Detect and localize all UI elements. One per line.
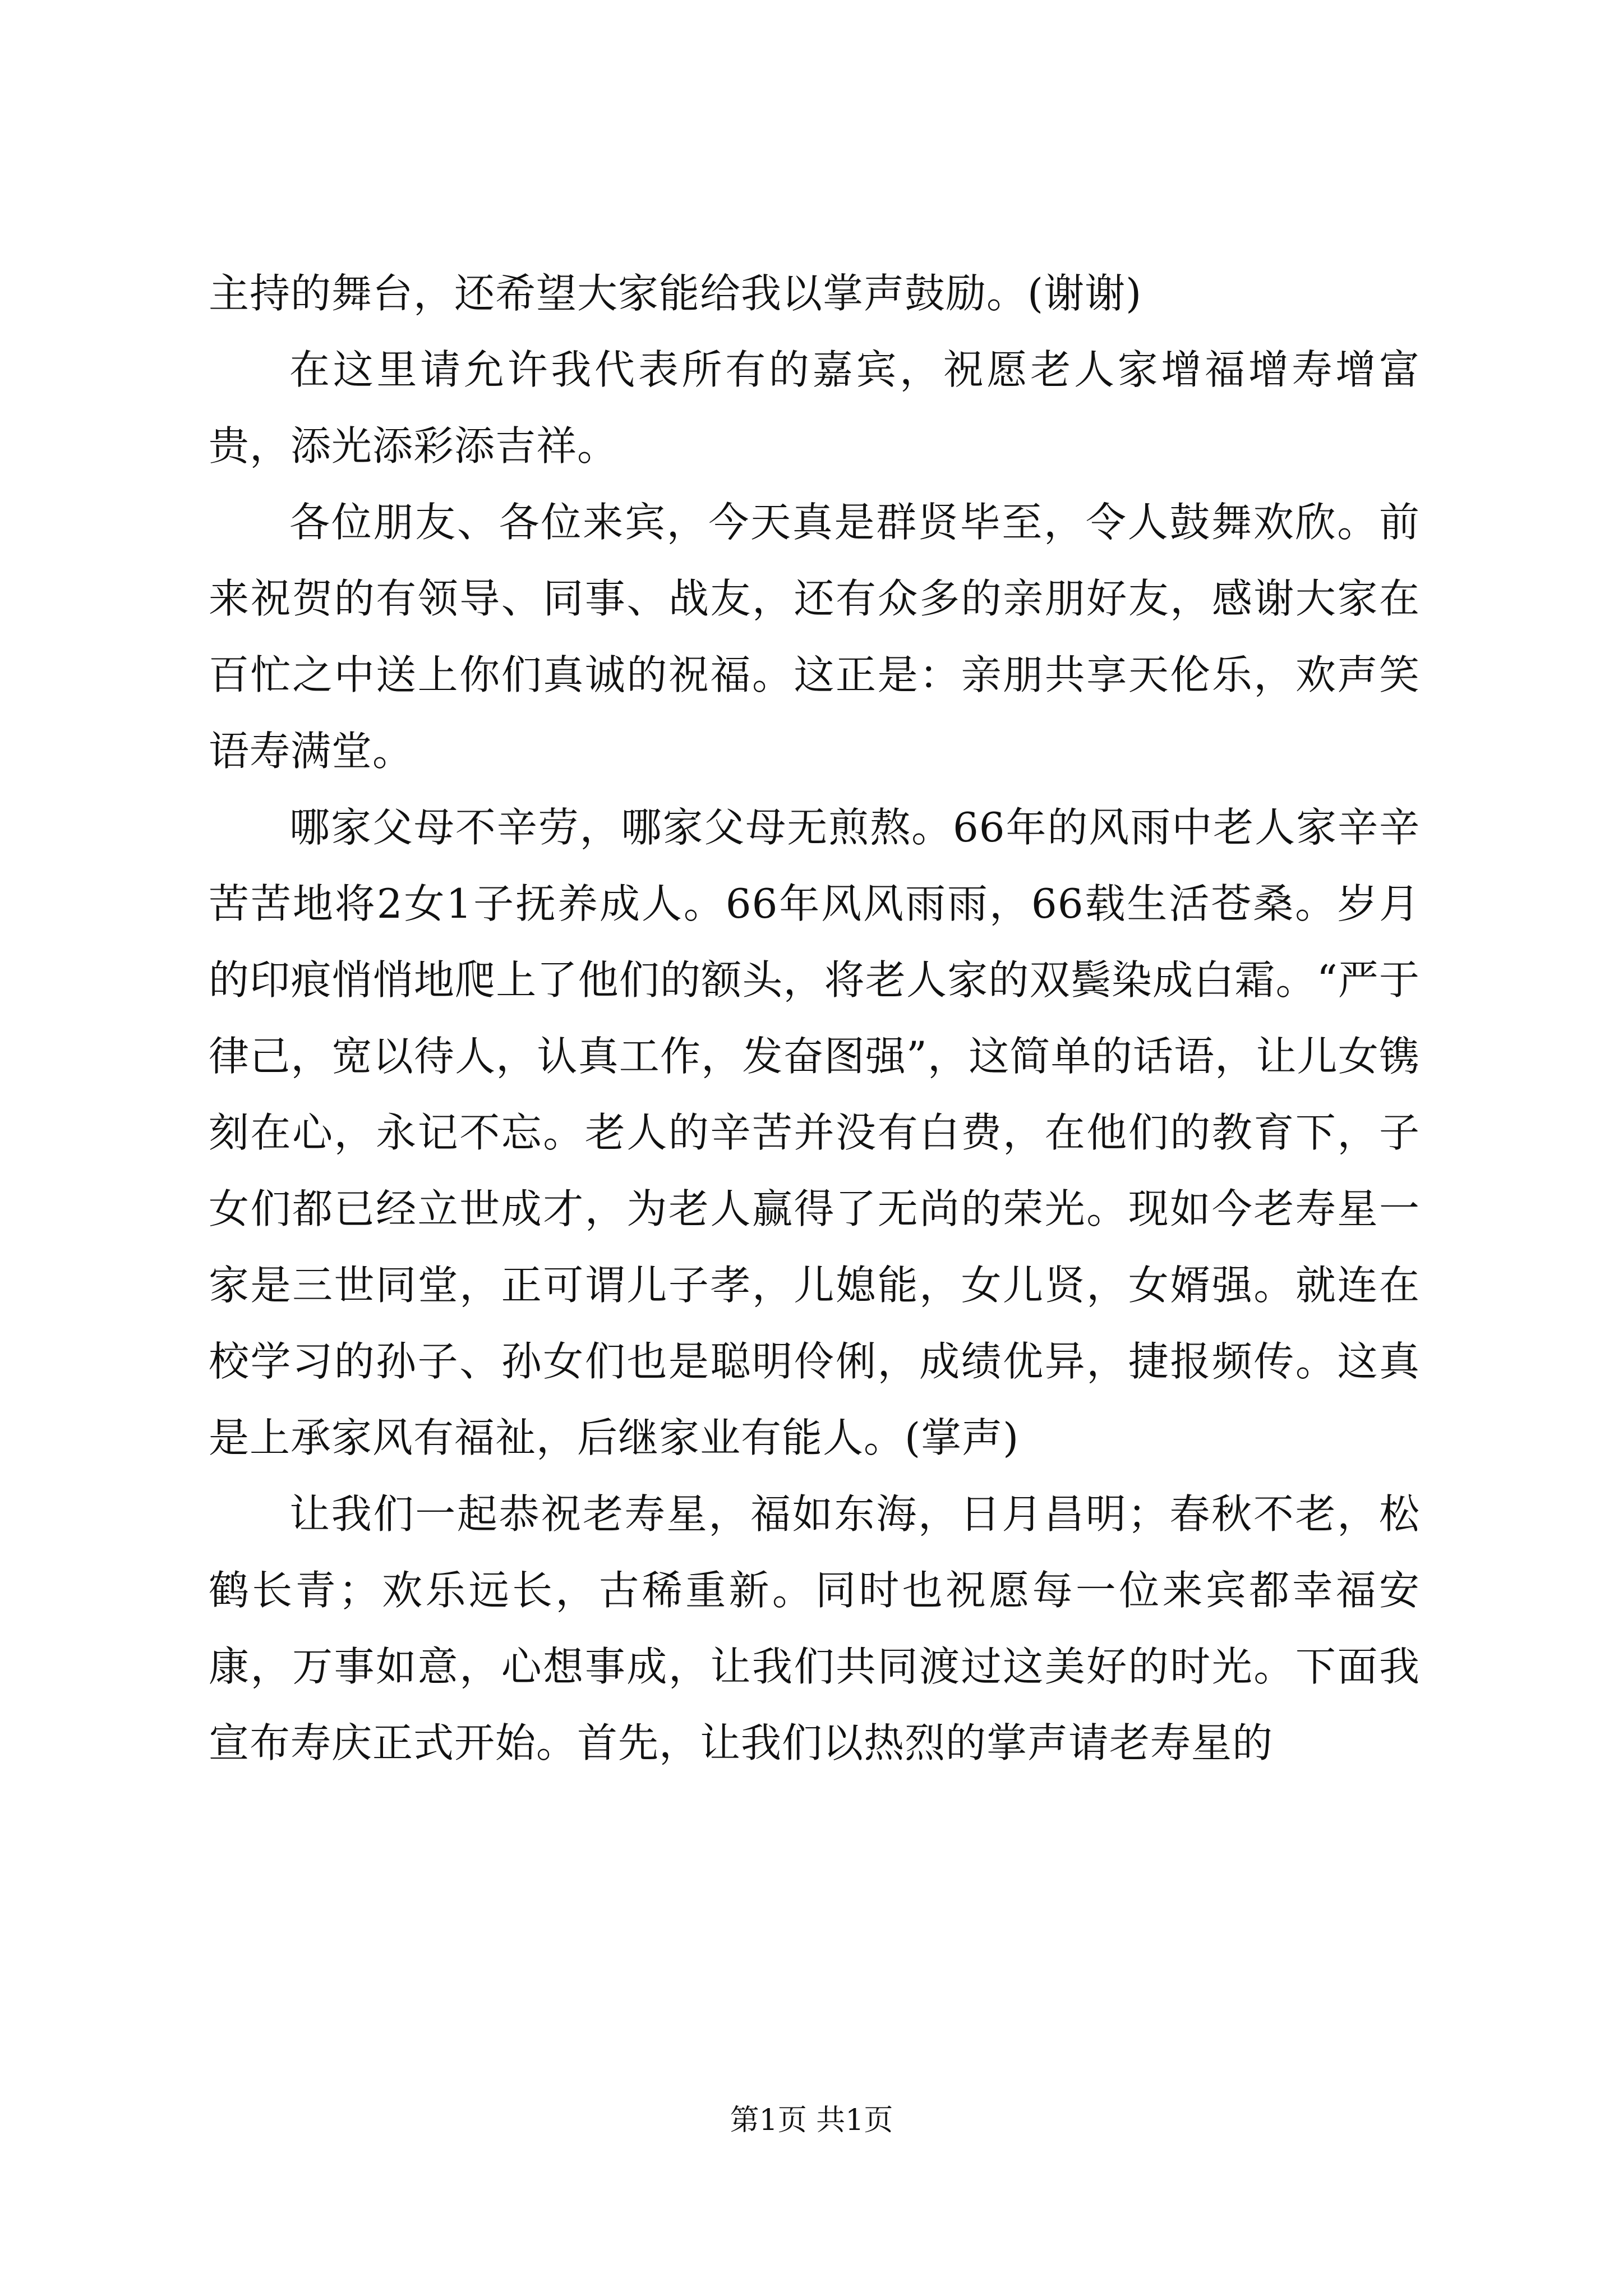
paragraph-4: 哪家父母不辛劳，哪家父母无煎熬。66年的风雨中老人家辛辛苦苦地将2女1子抚养成人。66年风风雨雨，66载生活苍桑。岁月的印痕悄悄地爬上了他们的额头，将老人家的双鬓染成白霜。“严于律己，宽以待人，认真工作，发奋图强”，这简单的话语，让儿女镌刻在心，永记不忘。老人的辛苦并没有白费，在他们的教育下，子女们都已经立世成才，为老人赢得了无尚的荣光。现如今老寿星一家是三世同堂，正可谓儿子孝，儿媳能，女儿贤，女婿强。就连在校学习的孙子、孙女们也是聪明伶俐，成绩优异，捷报频传。这真是上承家风有福祉，后继家业有能人。(掌声) [209, 804, 1420, 1461]
paragraph-2: 在这里请允许我代表所有的嘉宾，祝愿老人家增福增寿增富贵，添光添彩添吉祥。 [209, 346, 1420, 470]
paragraph-1: 主持的舞台，还希望大家能给我以掌声鼓励。(谢谢) [209, 270, 1142, 317]
paragraph-3: 各位朋友、各位来宾，今天真是群贤毕至，令人鼓舞欢欣。前来祝贺的有领导、同事、战友，还有众多的亲朋好友，感谢大家在百忙之中送上你们真诚的祝福。这正是：亲朋共享天伦乐，欢声笑语寿满堂。 [209, 499, 1420, 775]
paragraph-5: 让我们一起恭祝老寿星，福如东海，日月昌明；春秋不老，松鹤长青；欢乐远长，古稀重新。同时也祝愿每一位来宾都幸福安康，万事如意，心想事成，让我们共同渡过这美好的时光。下面我宣布寿庆正式开始。首先，让我们以热烈的掌声请老寿星的 [209, 1490, 1420, 1766]
page-number-footer: 第1页 共1页 [730, 2104, 893, 2137]
body-text [209, 255, 1420, 1781]
